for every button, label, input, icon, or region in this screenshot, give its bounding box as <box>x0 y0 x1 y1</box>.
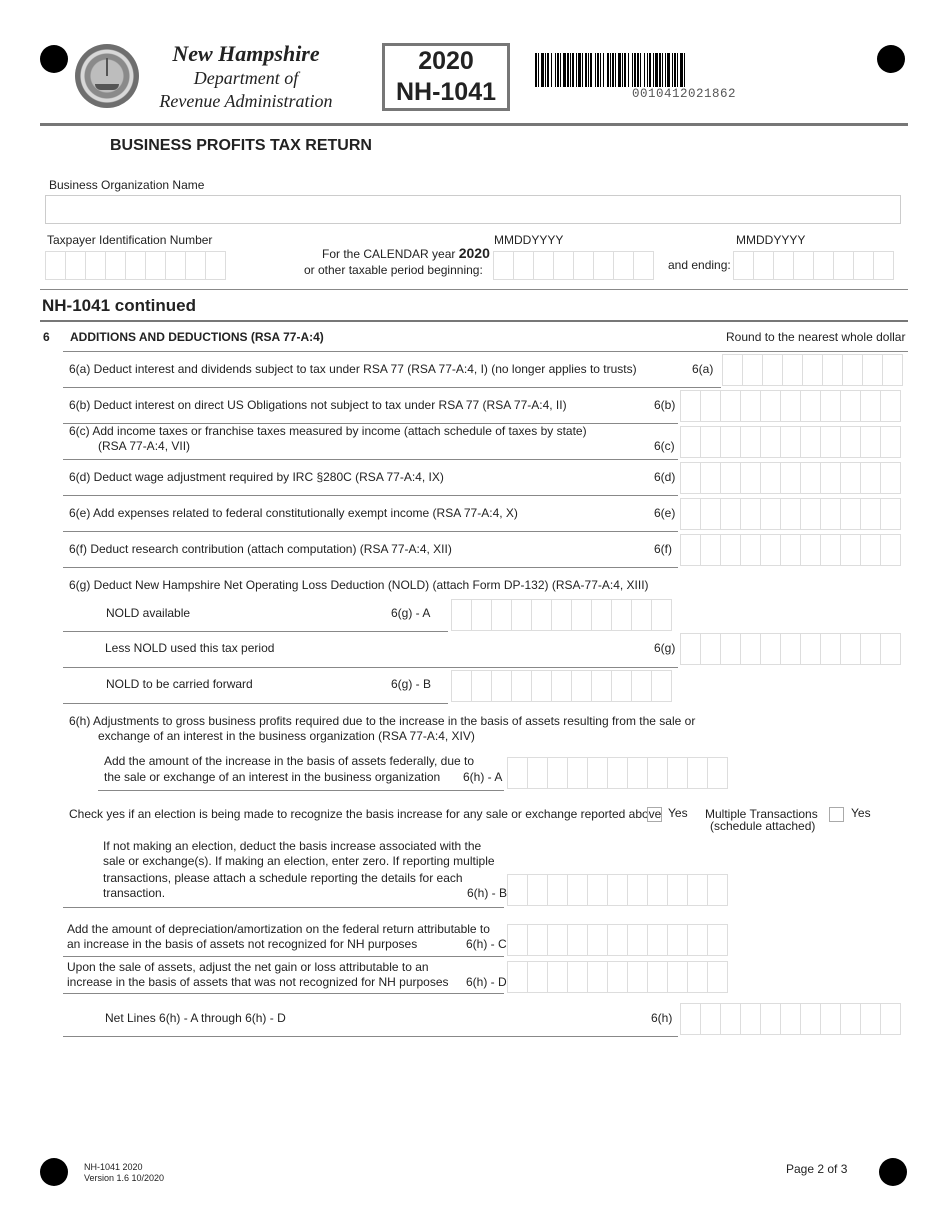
form-id-box <box>382 43 510 111</box>
divider <box>63 531 678 532</box>
digit-cell[interactable] <box>841 499 861 529</box>
digit-cell[interactable] <box>761 427 781 457</box>
registration-mark-top-left <box>40 45 68 73</box>
line-6hD-field[interactable] <box>507 961 728 993</box>
digit-cell[interactable] <box>532 600 552 630</box>
digit-cell[interactable] <box>861 535 881 565</box>
digit-cell[interactable] <box>508 962 528 992</box>
digit-cell[interactable] <box>741 499 761 529</box>
line-6hA-code: 6(h) - A <box>463 770 503 784</box>
digit-cell[interactable] <box>801 634 821 664</box>
divider <box>63 993 504 994</box>
digit-cell[interactable] <box>568 962 588 992</box>
divider <box>63 351 908 352</box>
schedule-attached-label: (schedule attached) <box>710 819 816 833</box>
line-6f-label: 6(f) Deduct research contribution (attach computation) (RSA 77-A:4, XII) <box>69 542 452 556</box>
digit-cell[interactable] <box>708 875 727 905</box>
digit-cell[interactable] <box>821 463 841 493</box>
digit-cell[interactable] <box>794 252 814 279</box>
digit-cell[interactable] <box>512 600 532 630</box>
line-6h-label-1: 6(h) Adjustments to gross business profits required due to the increase in the basis of assets resulting from the sale or <box>69 714 696 728</box>
divider <box>98 790 504 791</box>
line-6hD-label-2: increase in the basis of assets that was not recognized for NH purposes <box>67 975 449 989</box>
digit-cell[interactable] <box>534 252 554 279</box>
digit-cell[interactable] <box>608 962 628 992</box>
digit-cell[interactable] <box>761 499 781 529</box>
digit-cell[interactable] <box>781 634 801 664</box>
digit-cell[interactable] <box>721 535 741 565</box>
line-6c-label-1: 6(c) Add income taxes or franchise taxes measured by income (attach schedule of taxes by state) <box>69 424 587 438</box>
digit-cell[interactable] <box>881 634 900 664</box>
line-6hD-code: 6(h) - D <box>466 975 507 989</box>
digit-cell[interactable] <box>841 391 861 421</box>
digit-cell[interactable] <box>452 600 472 630</box>
digit-cell[interactable] <box>834 252 854 279</box>
registration-mark-bottom-right <box>879 1158 907 1186</box>
digit-cell[interactable] <box>548 962 568 992</box>
digit-cell[interactable] <box>492 671 512 701</box>
org-name-label: Business Organization Name <box>49 178 205 192</box>
digit-cell[interactable] <box>508 875 528 905</box>
digit-cell[interactable] <box>66 252 86 279</box>
digit-cell[interactable] <box>883 355 902 385</box>
multiple-yes-checkbox[interactable] <box>829 807 844 822</box>
digit-cell[interactable] <box>721 634 741 664</box>
line-6e-field[interactable] <box>680 498 901 530</box>
line-6g-label: 6(g) Deduct New Hampshire Net Operating Loss Deduction (NOLD) (attach Form DP-132) (RSA-77-A:4, XIII) <box>69 578 649 592</box>
digit-cell[interactable] <box>548 925 568 955</box>
digit-cell[interactable] <box>628 962 648 992</box>
digit-cell[interactable] <box>588 962 608 992</box>
multiple-yes-label: Yes <box>851 806 871 820</box>
digit-cell[interactable] <box>821 499 841 529</box>
digit-cell[interactable] <box>628 758 648 788</box>
digit-cell[interactable] <box>721 1004 741 1034</box>
digit-cell[interactable] <box>608 875 628 905</box>
digit-cell[interactable] <box>632 600 652 630</box>
digit-cell[interactable] <box>668 758 688 788</box>
digit-cell[interactable] <box>874 252 893 279</box>
line-6h-label-2: exchange of an interest in the business organization (RSA 77-A:4, XIV) <box>98 729 475 743</box>
digit-cell[interactable] <box>146 252 166 279</box>
digit-cell[interactable] <box>614 252 634 279</box>
line-6hD-label-1: Upon the sale of assets, adjust the net gain or loss attributable to an <box>67 960 429 974</box>
barcode-number: 0010412021862 <box>632 87 737 101</box>
digit-cell[interactable] <box>472 600 492 630</box>
election-yes-label: Yes <box>668 806 688 820</box>
digit-cell[interactable] <box>781 1004 801 1034</box>
divider <box>63 703 448 704</box>
digit-cell[interactable] <box>801 427 821 457</box>
state-seal-icon <box>75 44 139 108</box>
line-6b-code: 6(b) <box>654 398 676 412</box>
digit-cell[interactable] <box>741 427 761 457</box>
line-6hB-label-4: transaction. <box>103 886 166 900</box>
line-6h-net-code: 6(h) <box>651 1011 673 1025</box>
digit-cell[interactable] <box>781 391 801 421</box>
line-6d-code: 6(d) <box>654 470 676 484</box>
digit-cell[interactable] <box>648 962 668 992</box>
begin-date-field[interactable] <box>493 251 654 280</box>
digit-cell[interactable] <box>46 252 66 279</box>
line-6a-field[interactable] <box>722 354 903 386</box>
digit-cell[interactable] <box>741 463 761 493</box>
digit-cell[interactable] <box>472 671 492 701</box>
line-6d-field[interactable] <box>680 462 901 494</box>
divider <box>63 907 504 908</box>
line-6c-field[interactable] <box>680 426 901 458</box>
calendar-text: For the CALENDAR year <box>322 247 456 261</box>
digit-cell[interactable] <box>861 391 881 421</box>
digit-cell[interactable] <box>628 875 648 905</box>
round-note: Round to the nearest whole dollar <box>726 330 906 344</box>
digit-cell[interactable] <box>708 925 727 955</box>
digit-cell[interactable] <box>688 758 708 788</box>
line-6hB-field[interactable] <box>507 874 728 906</box>
section-title: ADDITIONS AND DEDUCTIONS (RSA 77-A:4) <box>70 330 324 344</box>
digit-cell[interactable] <box>821 1004 841 1034</box>
digit-cell[interactable] <box>841 463 861 493</box>
divider <box>63 387 721 388</box>
digit-cell[interactable] <box>552 600 572 630</box>
digit-cell[interactable] <box>588 875 608 905</box>
line-6hB-label-2: sale or exchange(s). If making an election, enter zero. If reporting multiple <box>103 854 495 868</box>
form-number: NH-1041 <box>395 78 497 106</box>
digit-cell[interactable] <box>761 391 781 421</box>
barcode <box>535 53 851 87</box>
digit-cell[interactable] <box>701 634 721 664</box>
digit-cell[interactable] <box>761 634 781 664</box>
nold-forward-label: NOLD to be carried forward <box>106 677 253 691</box>
digit-cell[interactable] <box>721 499 741 529</box>
digit-cell[interactable] <box>186 252 206 279</box>
digit-cell[interactable] <box>708 758 727 788</box>
digit-cell[interactable] <box>843 355 863 385</box>
digit-cell[interactable] <box>701 499 721 529</box>
digit-cell[interactable] <box>681 535 701 565</box>
digit-cell[interactable] <box>814 252 834 279</box>
digit-cell[interactable] <box>861 427 881 457</box>
digit-cell[interactable] <box>801 391 821 421</box>
line-6hA-field[interactable] <box>507 757 728 789</box>
digit-cell[interactable] <box>803 355 823 385</box>
line-6hC-code: 6(h) - C <box>466 937 507 951</box>
registration-mark-top-right <box>877 45 905 73</box>
digit-cell[interactable] <box>681 463 701 493</box>
line-6c-label-2: (RSA 77-A:4, VII) <box>98 439 191 453</box>
digit-cell[interactable] <box>881 463 900 493</box>
line-6c-code: 6(c) <box>654 439 675 453</box>
digit-cell[interactable] <box>863 355 883 385</box>
line-6a-label: 6(a) Deduct interest and dividends subject to tax under RSA 77 (RSA 77-A:4, I) (no longer applies to trusts) <box>69 362 637 376</box>
digit-cell[interactable] <box>652 671 671 701</box>
digit-cell[interactable] <box>781 427 801 457</box>
line-6hB-label-1: If not making an election, deduct the basis increase associated with the <box>103 839 482 853</box>
digit-cell[interactable] <box>668 962 688 992</box>
agency-name-line3: Revenue Administration <box>159 91 333 111</box>
digit-cell[interactable] <box>652 600 671 630</box>
election-yes-checkbox[interactable] <box>647 807 662 822</box>
digit-cell[interactable] <box>508 758 528 788</box>
digit-cell[interactable] <box>861 1004 881 1034</box>
digit-cell[interactable] <box>761 463 781 493</box>
digit-cell[interactable] <box>721 427 741 457</box>
digit-cell[interactable] <box>548 875 568 905</box>
digit-cell[interactable] <box>592 600 612 630</box>
digit-cell[interactable] <box>568 875 588 905</box>
digit-cell[interactable] <box>801 463 821 493</box>
digit-cell[interactable] <box>721 391 741 421</box>
divider <box>63 1036 678 1037</box>
digit-cell[interactable] <box>701 427 721 457</box>
digit-cell[interactable] <box>701 463 721 493</box>
digit-cell[interactable] <box>841 634 861 664</box>
digit-cell[interactable] <box>592 671 612 701</box>
digit-cell[interactable] <box>821 634 841 664</box>
digit-cell[interactable] <box>781 499 801 529</box>
nold-forward-field[interactable] <box>451 670 672 702</box>
digit-cell[interactable] <box>734 252 754 279</box>
digit-cell[interactable] <box>701 391 721 421</box>
digit-cell[interactable] <box>608 758 628 788</box>
digit-cell[interactable] <box>552 671 572 701</box>
digit-cell[interactable] <box>681 634 701 664</box>
election-question: Check yes if an election is being made to recognize the basis increase for any sale or exchange reported above <box>69 807 662 821</box>
digit-cell[interactable] <box>632 671 652 701</box>
digit-cell[interactable] <box>754 252 774 279</box>
digit-cell[interactable] <box>881 391 900 421</box>
digit-cell[interactable] <box>594 252 614 279</box>
digit-cell[interactable] <box>741 535 761 565</box>
page-number: Page 2 of 3 <box>786 1162 848 1176</box>
digit-cell[interactable] <box>612 600 632 630</box>
digit-cell[interactable] <box>514 252 534 279</box>
line-6hC-label-1: Add the amount of depreciation/amortization on the federal return attributable to <box>67 922 490 936</box>
digit-cell[interactable] <box>681 427 701 457</box>
line-6h-net-field[interactable] <box>680 1003 901 1035</box>
digit-cell[interactable] <box>841 1004 861 1034</box>
form-title: BUSINESS PROFITS TAX RETURN <box>110 137 372 154</box>
digit-cell[interactable] <box>166 252 186 279</box>
continued-title: NH-1041 continued <box>42 296 196 315</box>
line-6hB-label-3: transactions, please attach a schedule reporting the details for each <box>103 871 463 885</box>
tin-field[interactable] <box>45 251 226 280</box>
digit-cell[interactable] <box>648 925 668 955</box>
digit-cell[interactable] <box>761 535 781 565</box>
digit-cell[interactable] <box>634 252 653 279</box>
line-6h-net-label: Net Lines 6(h) - A through 6(h) - D <box>105 1011 286 1025</box>
line-6e-label: 6(e) Add expenses related to federal constitutionally exempt income (RSA 77-A:4, X) <box>69 506 518 520</box>
calendar-line2: or other taxable period beginning: <box>304 263 483 277</box>
end-date-format: MMDDYYYY <box>736 233 806 247</box>
digit-cell[interactable] <box>723 355 743 385</box>
line-6a-code: 6(a) <box>692 362 714 376</box>
digit-cell[interactable] <box>688 962 708 992</box>
calendar-year: 2020 <box>458 245 490 261</box>
line-6f-code: 6(f) <box>654 542 672 556</box>
digit-cell[interactable] <box>681 1004 701 1034</box>
divider <box>63 667 678 668</box>
digit-cell[interactable] <box>701 535 721 565</box>
digit-cell[interactable] <box>774 252 794 279</box>
line-6hC-field[interactable] <box>507 924 728 956</box>
digit-cell[interactable] <box>721 463 741 493</box>
digit-cell[interactable] <box>854 252 874 279</box>
divider <box>40 289 908 290</box>
org-name-field[interactable] <box>45 195 901 224</box>
digit-cell[interactable] <box>588 925 608 955</box>
digit-cell[interactable] <box>528 875 548 905</box>
nold-used-label: Less NOLD used this tax period <box>105 641 275 655</box>
digit-cell[interactable] <box>701 1004 721 1034</box>
multiple-transactions-label: Multiple Transactions <box>705 807 818 821</box>
digit-cell[interactable] <box>741 634 761 664</box>
digit-cell[interactable] <box>688 875 708 905</box>
footer-form-id: NH-1041 2020 <box>84 1162 143 1172</box>
digit-cell[interactable] <box>528 962 548 992</box>
agency-name-line2: Department of <box>193 68 299 88</box>
divider <box>63 567 678 568</box>
nold-available-label: NOLD available <box>106 606 191 620</box>
digit-cell[interactable] <box>608 925 628 955</box>
and-ending-label: and ending: <box>668 258 731 272</box>
digit-cell[interactable] <box>508 925 528 955</box>
digit-cell[interactable] <box>532 671 552 701</box>
digit-cell[interactable] <box>681 499 701 529</box>
digit-cell[interactable] <box>881 1004 900 1034</box>
digit-cell[interactable] <box>743 355 763 385</box>
digit-cell[interactable] <box>548 758 568 788</box>
digit-cell[interactable] <box>801 499 821 529</box>
digit-cell[interactable] <box>554 252 574 279</box>
digit-cell[interactable] <box>628 925 648 955</box>
digit-cell[interactable] <box>668 925 688 955</box>
digit-cell[interactable] <box>574 252 594 279</box>
digit-cell[interactable] <box>681 391 701 421</box>
digit-cell[interactable] <box>781 463 801 493</box>
nold-used-field[interactable] <box>680 633 901 665</box>
digit-cell[interactable] <box>588 758 608 788</box>
line-6b-label: 6(b) Deduct interest on direct US Obligations not subject to tax under RSA 77 (RSA 77-A:4, II) <box>69 398 567 412</box>
digit-cell[interactable] <box>741 391 761 421</box>
agency-name-line1: New Hampshire <box>172 41 320 66</box>
digit-cell[interactable] <box>821 427 841 457</box>
line-6hA-label-2: the sale or exchange of an interest in the business organization <box>104 770 441 784</box>
digit-cell[interactable] <box>492 600 512 630</box>
digit-cell[interactable] <box>821 535 841 565</box>
digit-cell[interactable] <box>861 634 881 664</box>
digit-cell[interactable] <box>568 925 588 955</box>
calendar-line1 <box>322 245 490 261</box>
digit-cell[interactable] <box>801 535 821 565</box>
digit-cell[interactable] <box>528 925 548 955</box>
footer-version: Version 1.6 10/2020 <box>84 1173 165 1183</box>
digit-cell[interactable] <box>708 962 727 992</box>
digit-cell[interactable] <box>688 925 708 955</box>
digit-cell[interactable] <box>823 355 843 385</box>
digit-cell[interactable] <box>801 1004 821 1034</box>
section-divider <box>40 320 908 322</box>
line-6hA-label-1: Add the amount of the increase in the basis of assets federally, due to <box>104 754 475 768</box>
divider <box>63 631 448 632</box>
nold-forward-code: 6(g) - B <box>391 677 432 691</box>
digit-cell[interactable] <box>206 252 225 279</box>
digit-cell[interactable] <box>668 875 688 905</box>
nold-available-field[interactable] <box>451 599 672 631</box>
digit-cell[interactable] <box>841 535 861 565</box>
divider <box>63 459 678 460</box>
digit-cell[interactable] <box>861 463 881 493</box>
line-6b-field[interactable] <box>680 390 901 422</box>
digit-cell[interactable] <box>763 355 783 385</box>
form-year: 2020 <box>418 47 474 75</box>
nold-used-code: 6(g) <box>654 641 676 655</box>
digit-cell[interactable] <box>452 671 472 701</box>
divider <box>63 495 678 496</box>
section-number: 6 <box>43 330 50 344</box>
digit-cell[interactable] <box>761 1004 781 1034</box>
digit-cell[interactable] <box>841 427 861 457</box>
nold-available-code: 6(g) - A <box>391 606 431 620</box>
digit-cell[interactable] <box>612 671 632 701</box>
divider <box>63 956 504 957</box>
digit-cell[interactable] <box>781 535 801 565</box>
line-6f-field[interactable] <box>680 534 901 566</box>
begin-date-format: MMDDYYYY <box>494 233 564 247</box>
digit-cell[interactable] <box>494 252 514 279</box>
line-6d-label: 6(d) Deduct wage adjustment required by IRC §280C (RSA 77-A:4, IX) <box>69 470 444 484</box>
digit-cell[interactable] <box>572 671 592 701</box>
registration-mark-bottom-left <box>40 1158 68 1186</box>
digit-cell[interactable] <box>126 252 146 279</box>
digit-cell[interactable] <box>528 758 548 788</box>
line-6hB-code: 6(h) - B <box>467 886 508 900</box>
tin-label: Taxpayer Identification Number <box>47 233 213 247</box>
digit-cell[interactable] <box>568 758 588 788</box>
digit-cell[interactable] <box>783 355 803 385</box>
digit-cell[interactable] <box>881 499 900 529</box>
header-divider <box>40 123 908 126</box>
digit-cell[interactable] <box>648 758 668 788</box>
digit-cell[interactable] <box>106 252 126 279</box>
digit-cell[interactable] <box>881 535 900 565</box>
digit-cell[interactable] <box>572 600 592 630</box>
digit-cell[interactable] <box>86 252 106 279</box>
digit-cell[interactable] <box>861 499 881 529</box>
digit-cell[interactable] <box>741 1004 761 1034</box>
digit-cell[interactable] <box>881 427 900 457</box>
digit-cell[interactable] <box>821 391 841 421</box>
digit-cell[interactable] <box>512 671 532 701</box>
digit-cell[interactable] <box>648 875 668 905</box>
line-6hC-label-2: an increase in the basis of assets not recognized for NH purposes <box>67 937 418 951</box>
line-6e-code: 6(e) <box>654 506 676 520</box>
end-date-field[interactable] <box>733 251 894 280</box>
